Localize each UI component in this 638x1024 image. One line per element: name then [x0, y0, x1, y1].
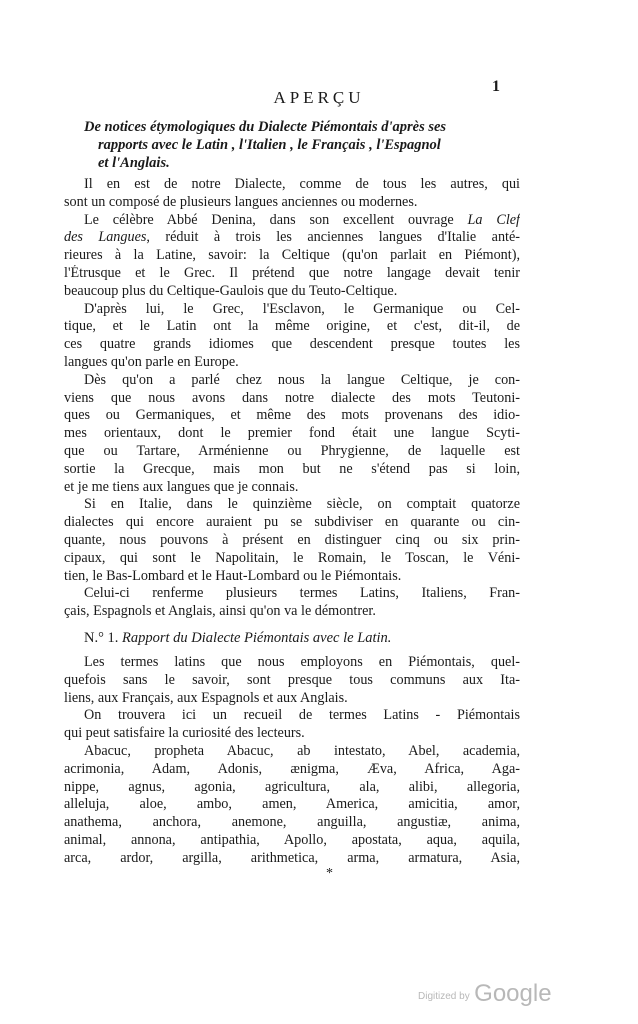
text-line: çais, Espagnols et Anglais, ainsi qu'on va le démontrer.	[64, 603, 376, 620]
google-logo-text: Google	[474, 980, 552, 1007]
text-line: Dès qu'on a parlé chez nous la langue Celtique, je con-	[84, 371, 520, 388]
text-line: tien, le Bas-Lombard et le Haut-Lombard ou le Piémontais.	[64, 567, 402, 584]
body-text-intro	[64, 176, 520, 621]
text-line: arca, ardor, argilla, arithmetica, arma, armatura, Asia,	[64, 849, 520, 866]
text-line: nippe, agnus, agonia, agricultura, ala, alibi, allegoria,	[64, 778, 520, 795]
text-line: langues qu'on parle en Europe.	[64, 353, 239, 370]
text-line: dialectes qui encore auraient pu se subdiviser en quarante ou cin-	[64, 514, 520, 531]
page-title: APERÇU	[273, 88, 365, 107]
text-line: l'Étrusque et le Grec. Il prétend que notre langage devait tenir	[64, 264, 520, 281]
text-line: Les termes latins que nous employons en Piémontais, quel-	[84, 654, 520, 670]
text-line: et je me tiens aux langues que je connais.	[64, 478, 299, 495]
text-line: quefois sans le savoir, sont presque tous communs aux Ita-	[64, 671, 520, 688]
text-line: acrimonia, Adam, Adonis, ænigma, Æva, Africa, Aga-	[64, 760, 520, 777]
subtitle-line: De notices étymologiques du Dialecte Piémontais d'après ses	[84, 119, 447, 135]
watermark-prefix: Digitized by	[418, 991, 470, 1002]
text-line: beaucoup plus du Celtique-Gaulois que du Teuto-Celtique.	[64, 282, 398, 299]
text-line: On trouvera ici un recueil de termes Latins - Piémontais	[84, 707, 520, 724]
text-line: quante, nous pouvons à présent en distinguer cinq ou six prin-	[64, 531, 520, 548]
text-line: Celui-ci renferme plusieurs termes Latins, Italiens, Fran-	[84, 585, 520, 602]
text-line: que ou Tartare, Arménienne ou Phrygienne, de laquelle est	[64, 442, 520, 459]
text-line: alleluja, aloe, ambo, amen, America, amicitia, amor,	[64, 796, 520, 813]
section-heading: N.° 1. Rapport du Dialecte Piémontais avec le Latin.	[84, 630, 392, 646]
text-line: sont un composé de plusieurs langues anciennes ou modernes.	[64, 193, 418, 210]
body-text-section-1	[64, 654, 520, 868]
text-line: anathema, anchora, anemone, anguilla, angustiæ, anima,	[64, 814, 520, 831]
text-line: ces quatre grands idiomes que descendent presque toutes les	[64, 336, 520, 353]
text-line: sortie la Grecque, mais mon but ne s'étend pas si loin,	[64, 460, 520, 477]
page-number: 1	[492, 78, 500, 95]
text-line: tique, et le Latin ont la même origine, et c'est, dit-il, de	[64, 318, 520, 335]
text-line: D'après lui, le Grec, l'Esclavon, le Germanique ou Cel-	[84, 300, 520, 317]
subtitle-line: et l'Anglais.	[98, 155, 170, 171]
text-line: Le célèbre Abbé Denina, dans son excellent ouvrage La Clef	[84, 211, 520, 228]
text-line: animal, annona, antipathia, Apollo, apostata, aqua, aquila,	[64, 831, 520, 848]
text-line: des Langues, réduit à trois les anciennes langues d'Italie anté-	[64, 229, 520, 246]
page-subtitle	[84, 118, 524, 172]
text-line: qui peut satisfaire la curiosité des lecteurs.	[64, 725, 305, 742]
text-line: Si en Italie, dans le quinzième siècle, on comptait quatorze	[84, 496, 520, 513]
text-line: viens que nous avons dans notre dialecte des mots Teutoni-	[64, 389, 520, 406]
digitized-by-google-watermark	[418, 980, 552, 1008]
subtitle-line: rapports avec le Latin , l'Italien , le Français , l'Espagnol	[98, 137, 441, 153]
text-line: liens, aux Français, aux Espagnols et aux Anglais.	[64, 689, 348, 706]
text-line: Abacuc, propheta Abacuc, ab intestato, Abel, academia,	[84, 742, 520, 759]
text-line: rieures à la Latine, savoir: la Celtique (qu'on parlait en Piémont),	[64, 247, 520, 264]
text-line: mes orientaux, dont le premier fond était une langue Scyti-	[64, 425, 520, 442]
text-line: cipaux, qui sont le Napolitain, le Romain, le Toscan, le Véni-	[64, 549, 520, 566]
signature-mark: *	[326, 866, 333, 881]
text-line: ques ou Germaniques, et même des mots provenans des idio-	[64, 407, 520, 424]
text-line: Il en est de notre Dialecte, comme de tous les autres, qui	[84, 176, 520, 192]
